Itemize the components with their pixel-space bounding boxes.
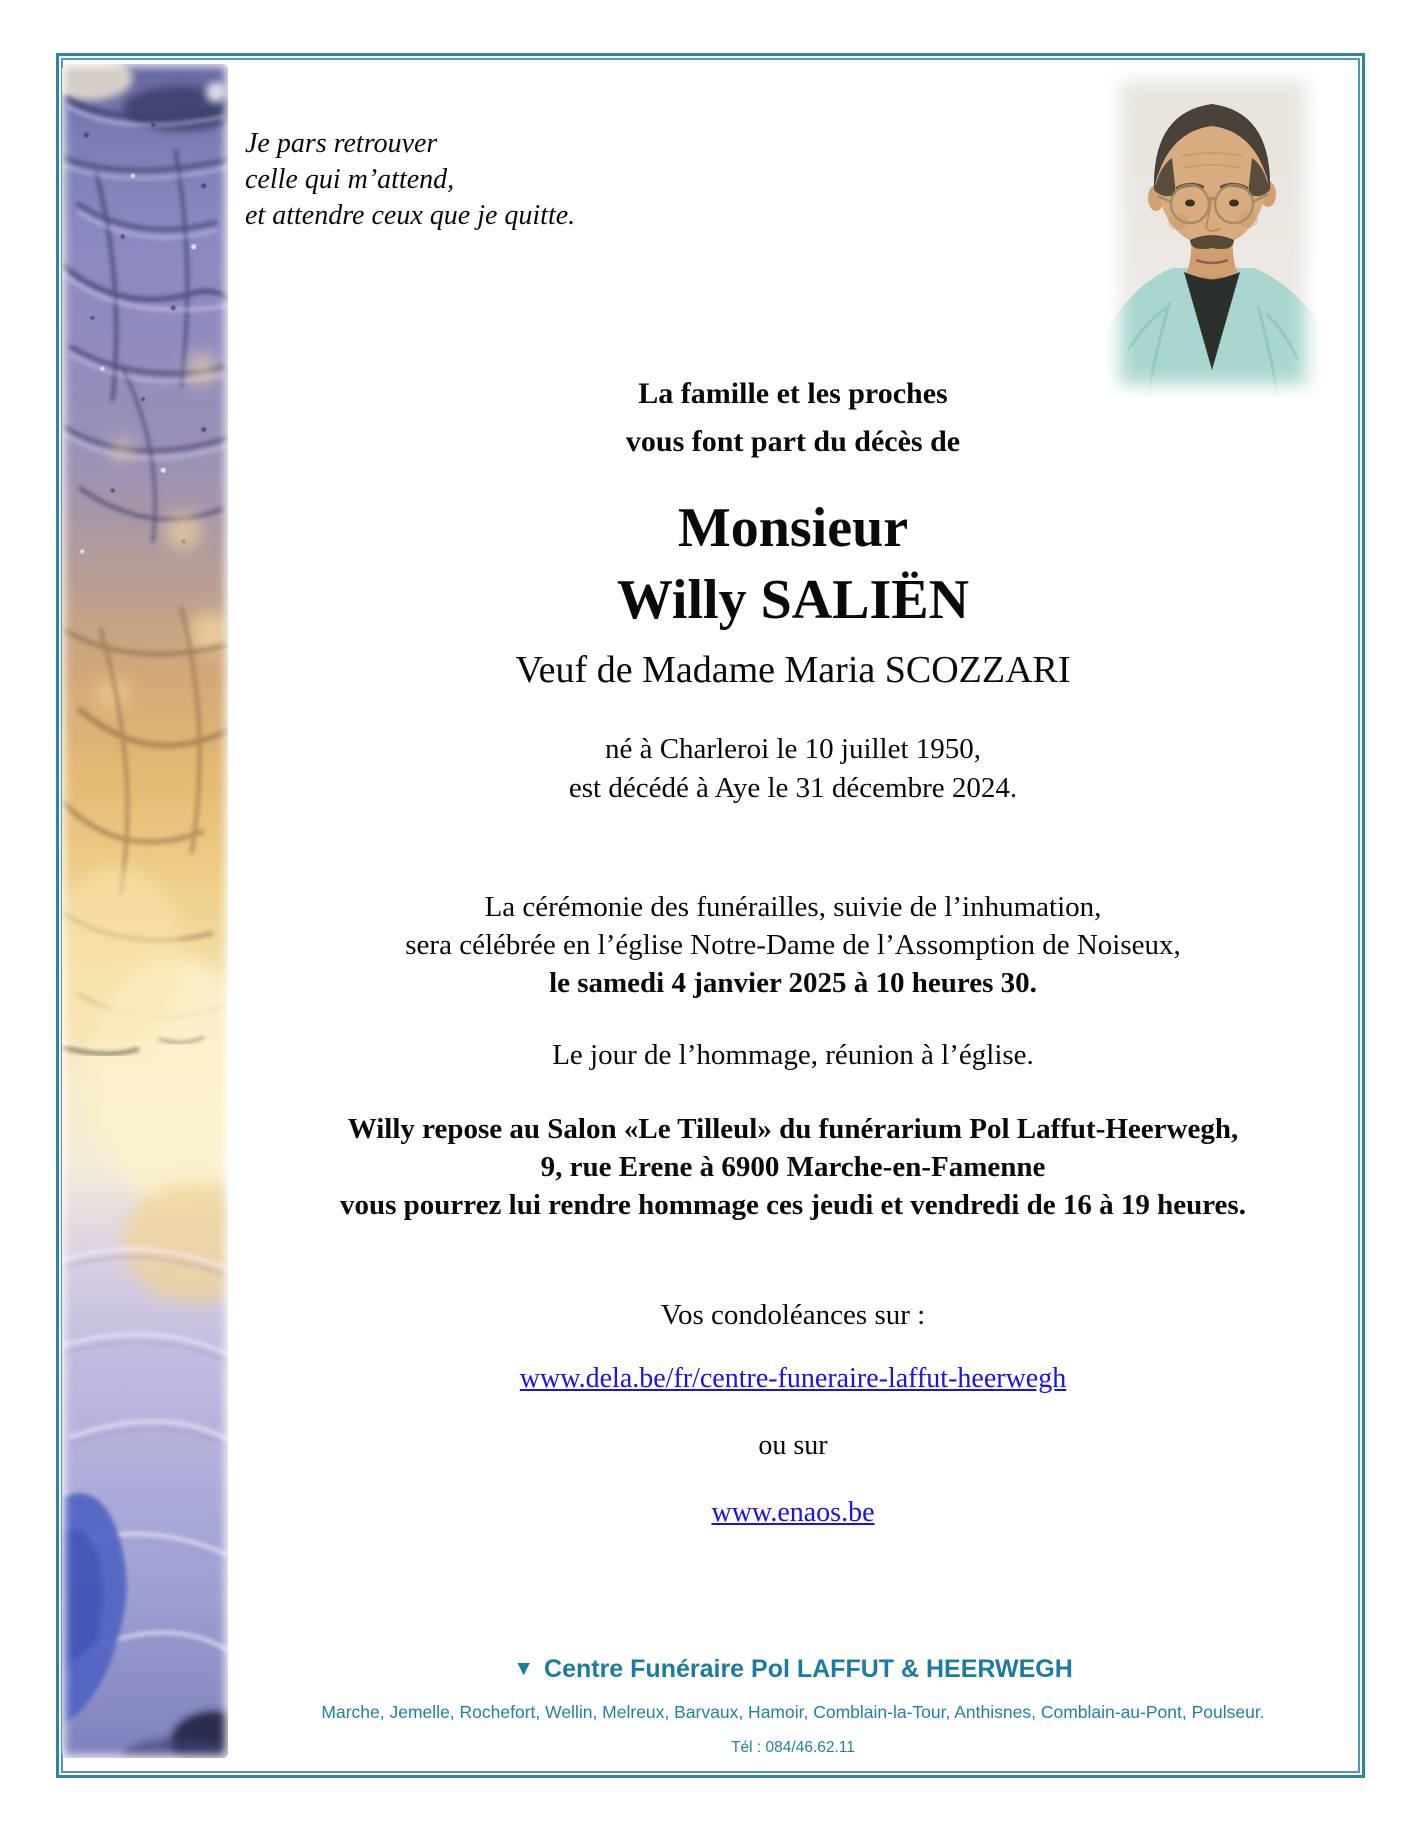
epigraph-poem xyxy=(245,126,765,234)
repose-line-3: vous pourrez lui rendre hommage ces jeudi et vendredi de 16 à 19 heures. xyxy=(340,1189,1246,1221)
condolences-or-text: ou sur xyxy=(758,1430,828,1461)
deceased-name: Willy SALIËN xyxy=(616,569,970,631)
dela-condolences-link[interactable]: www.dela.be/fr/centre-funeraire-laffut-heerwegh xyxy=(519,1363,1067,1394)
portrait-photo xyxy=(1108,70,1318,396)
ceremony-date-time: le samedi 4 janvier 2025 à 10 heures 30. xyxy=(549,967,1037,999)
ceremony-details xyxy=(228,888,1358,1002)
funeral-home-name: Centre Funéraire Pol LAFFUT & HEERWEGH xyxy=(544,1655,1073,1683)
intro-line-1: La famille et les proches xyxy=(638,377,948,410)
triangle-down-icon: ▼ xyxy=(513,1657,535,1680)
birth-line: né à Charleroi le 10 juillet 1950, xyxy=(604,733,982,765)
epigraph-line: et attendre ceux que je quitte. xyxy=(245,200,576,231)
intro-line-2: vous font part du décès de xyxy=(625,425,961,458)
birth-death-dates xyxy=(228,730,1358,808)
repose-line-2: 9, rue Erene à 6900 Marche-en-Famenne xyxy=(540,1151,1046,1183)
funeral-home-locations: Marche, Jemelle, Rochefort, Wellin, Melreux, Barvaux, Hamoir, Comblain-la-Tour, Anthisnes, Comblain-au-Pont, Poulseur. xyxy=(321,1702,1265,1722)
condolences-heading: Vos condoléances sur : xyxy=(660,1299,926,1331)
deceased-title: Monsieur xyxy=(677,497,909,559)
ceremony-line-2: sera célébrée en l’église Notre-Dame de l’Assomption de Noiseux, xyxy=(405,929,1181,961)
condolences-link-enaos-row xyxy=(228,1494,1358,1532)
deceased-relation: Veuf de Madame Maria SCOZZARI xyxy=(515,649,1071,691)
epigraph-line: celle qui m’attend, xyxy=(245,164,455,195)
funeral-home-brand xyxy=(228,1652,1358,1688)
homage-note: Le jour de l’hommage, réunion à l’église. xyxy=(552,1039,1034,1071)
epigraph-line: Je pars retrouver xyxy=(245,128,438,159)
deceased-title-block xyxy=(228,492,1358,636)
condolences-link-dela-row xyxy=(228,1360,1358,1398)
announcement-intro xyxy=(228,370,1358,466)
funeral-home-phone: Tél : 084/46.62.11 xyxy=(731,1739,855,1756)
enaos-condolences-link[interactable]: www.enaos.be xyxy=(711,1497,875,1528)
winter-scene-image xyxy=(62,64,228,1758)
ceremony-line-1: La cérémonie des funérailles, suivie de l’inhumation, xyxy=(484,891,1102,923)
repose-details xyxy=(228,1110,1358,1224)
repose-line-1: Willy repose au Salon «Le Tilleul» du funérarium Pol Laffut-Heerwegh, xyxy=(347,1113,1239,1145)
death-line: est décédé à Aye le 31 décembre 2024. xyxy=(568,772,1018,804)
